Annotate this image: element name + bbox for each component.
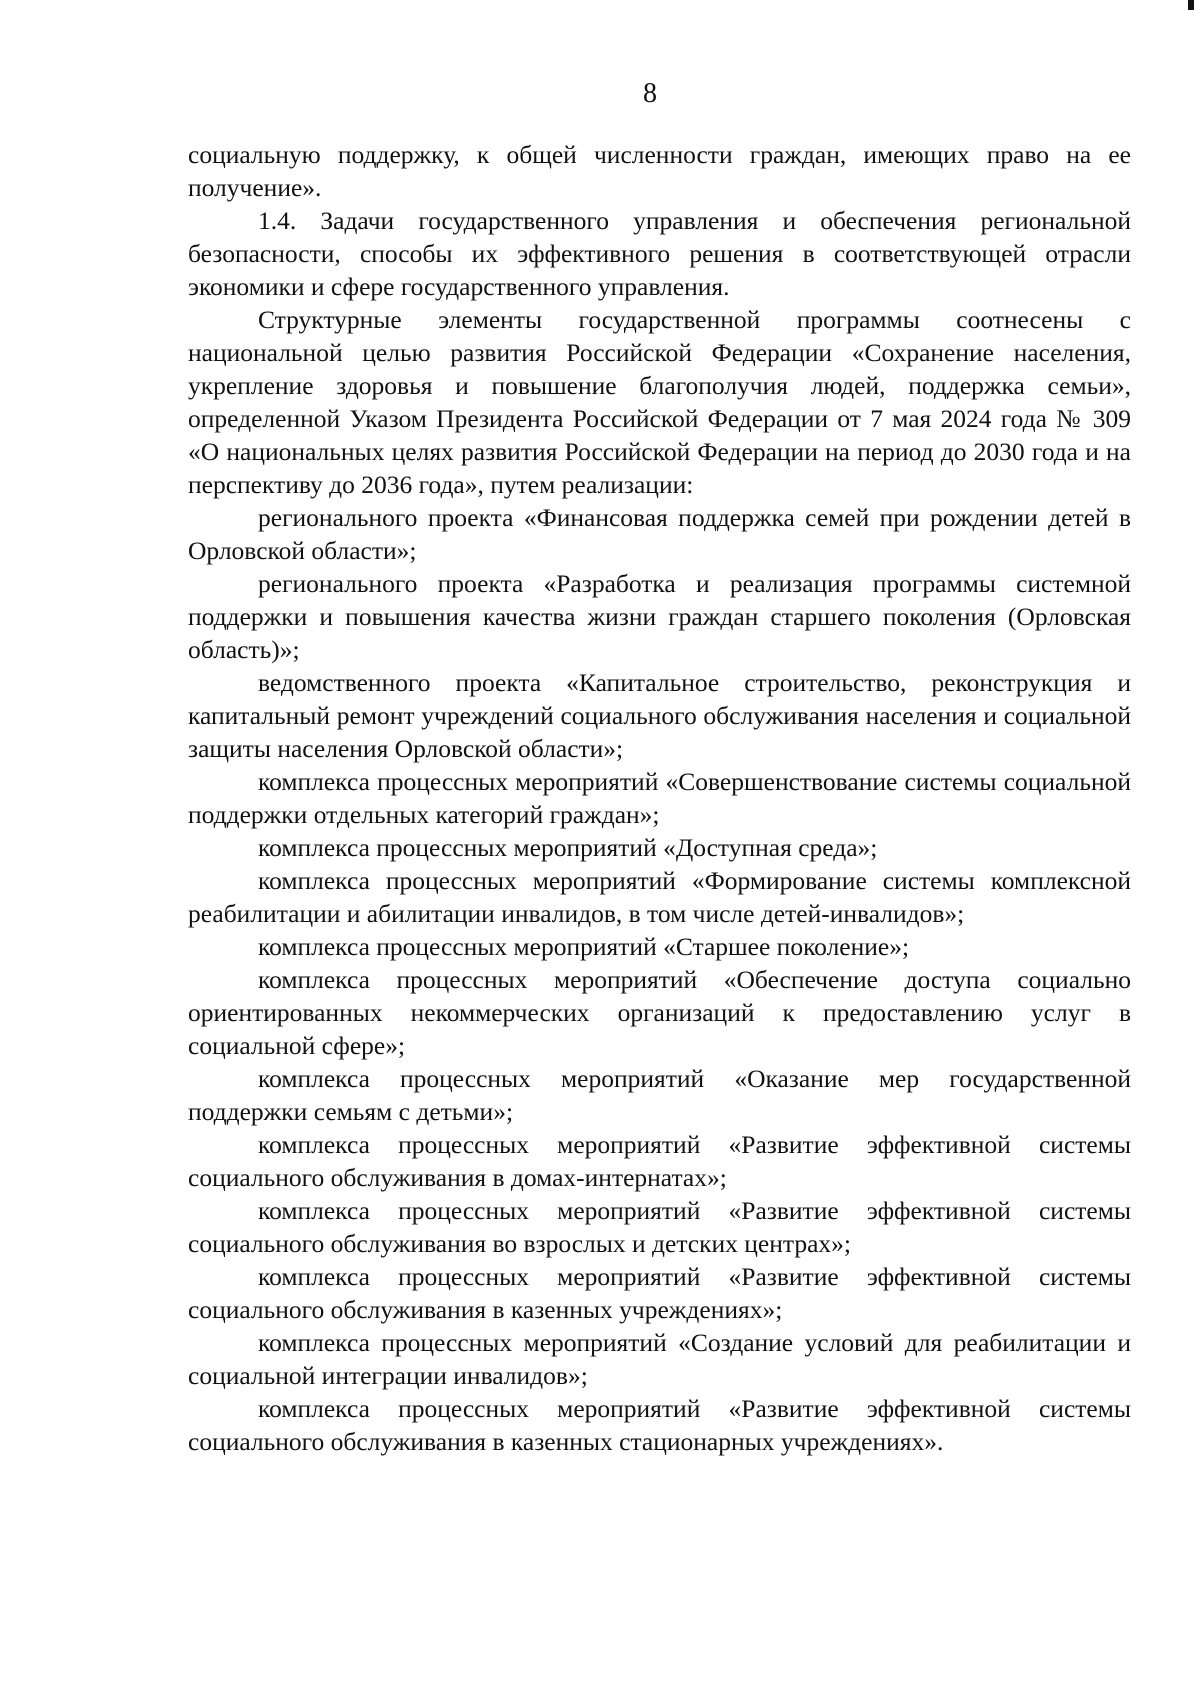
list-item-process-complex: комплекса процессных мероприятий «Развитие эффективной системы социального обслуживания в домах-интернатах»; <box>188 1130 1131 1192</box>
list-item-process-complex: комплекса процессных мероприятий «Оказание мер государственной поддержки семьям с детьми»; <box>188 1064 1131 1126</box>
page-number: 8 <box>643 78 657 109</box>
list-item-process-complex: комплекса процессных мероприятий «Старшее поколение»; <box>258 932 910 961</box>
list-item-process-complex: комплекса процессных мероприятий «Доступная среда»; <box>258 833 878 862</box>
paragraph-continuation: социальную поддержку, к общей численности граждан, имеющих право на ее получение». <box>188 140 1131 202</box>
list-item-process-complex: комплекса процессных мероприятий «Развитие эффективной системы социального обслуживания во взрослых и детских центрах»; <box>188 1196 1131 1258</box>
list-item-process-complex: комплекса процессных мероприятий «Развитие эффективной системы социального обслуживания в казенных стационарных учреждениях». <box>188 1394 1131 1456</box>
list-item-process-complex: комплекса процессных мероприятий «Обеспечение доступа социально ориентированных некоммерческих организаций к предоставлению услуг в социальной сфере»; <box>188 965 1131 1060</box>
scan-corner-mark <box>1188 0 1194 10</box>
list-item-process-complex: комплекса процессных мероприятий «Создание условий для реабилитации и социальной интеграции инвалидов»; <box>188 1328 1131 1390</box>
list-item-process-complex: комплекса процессных мероприятий «Формирование системы комплексной реабилитации и абилитации инвалидов, в том числе детей-инвалидов»; <box>188 866 1131 928</box>
list-item-departmental-project: ведомственного проекта «Капитальное строительство, реконструкция и капитальный ремонт учреждений социального обслуживания населения и социальной защиты населения Орловской области»; <box>188 668 1131 763</box>
document-body <box>188 138 1131 1458</box>
paragraph-structural-elements: Структурные элементы государственной программы соотнесены с национальной целью развития Российской Федерации «Сохранение населения, укрепление здоровья и повышение благополучия людей, поддержка семьи», определенной Указом Президента Российской Федерации от 7 мая 2024 года № 309 «О национальных целях развития Российской Федерации на период до 2030 года и на перспективу до 2036 года», путем реализации: <box>188 305 1131 499</box>
list-item-process-complex: комплекса процессных мероприятий «Развитие эффективной системы социального обслуживания в казенных учреждениях»; <box>188 1262 1131 1324</box>
paragraph-section-heading: 1.4. Задачи государственного управления и обеспечения региональной безопасности, способы их эффективного решения в соответствующей отрасли экономики и сфере государственного управления. <box>188 206 1131 301</box>
list-item-regional-project: регионального проекта «Финансовая поддержка семей при рождении детей в Орловской области»; <box>188 503 1131 565</box>
list-item-process-complex: комплекса процессных мероприятий «Совершенствование системы социальной поддержки отдельных категорий граждан»; <box>188 767 1131 829</box>
list-item-regional-project: регионального проекта «Разработка и реализация программы системной поддержки и повышения качества жизни граждан старшего поколения (Орловская область)»; <box>188 569 1131 664</box>
